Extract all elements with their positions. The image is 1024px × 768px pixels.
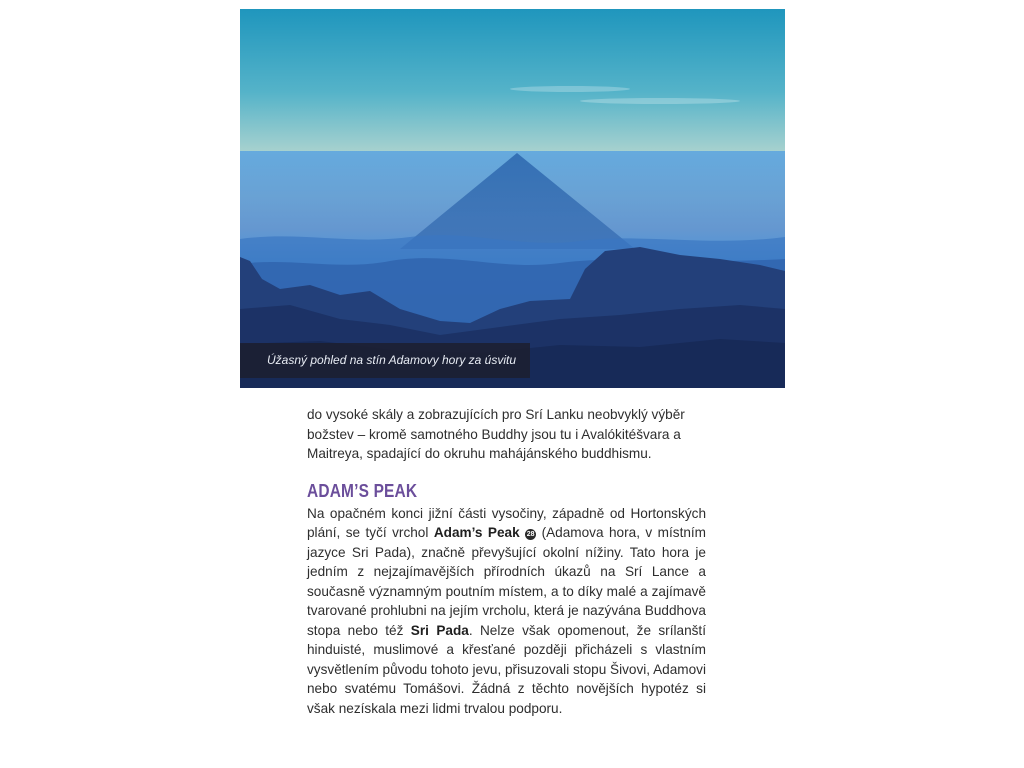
peak-name-bold: Adam’s Peak <box>433 525 520 540</box>
intro-paragraph: do vysoké skály a zobrazujících pro Srí Lanku neobvyklý výběr božstev – kromě samotného Buddhy jsou tu i Avalókitéšvara a Maitreya, spadající do okruhu mahájánského buddhismu. <box>307 407 685 461</box>
section-heading: ADAM’S PEAK <box>307 480 418 501</box>
paragraph-text-middle: (Adamova hora, v místním jazyce Sri Pada), značně převyšující okolní nížiny. Tato hora je jedním z nejzajímavějších přírodních úkazů na Srí Lance a současně významným poutním místem, a to díky malé a zajímavě tvarované prohlubni na jejím vrcholu, která je nazývána Buddhova stopa nebo též <box>307 525 707 638</box>
adams-peak-paragraph <box>307 504 706 719</box>
map-marker-icon: 28 <box>526 531 535 538</box>
sri-pada-bold: Sri Pada <box>410 622 469 638</box>
paragraph-text-end: . Nelze však opomenout, že srílanští hinduisté, muslimové a křesťané později přicházeli s vlastním vysvětlením původu tohoto jevu, přisuzovali stopu Šivovi, Adamovi nebo svatému Tomášovi. Žádná z těchto novějších hypotéz si však nezískala mezi lidmi trvalou podporu. <box>307 622 706 716</box>
article-body <box>307 405 706 718</box>
mountain-photo <box>240 9 785 388</box>
paragraph-text-start: Na opačném konci jižní části vysočiny, západně od Hortonských plání, se tyčí vrchol <box>307 505 706 540</box>
photo-caption: Úžasný pohled na stín Adamovy hory za úsvitu <box>240 343 530 378</box>
adams-peak-shadow-image <box>240 9 785 388</box>
